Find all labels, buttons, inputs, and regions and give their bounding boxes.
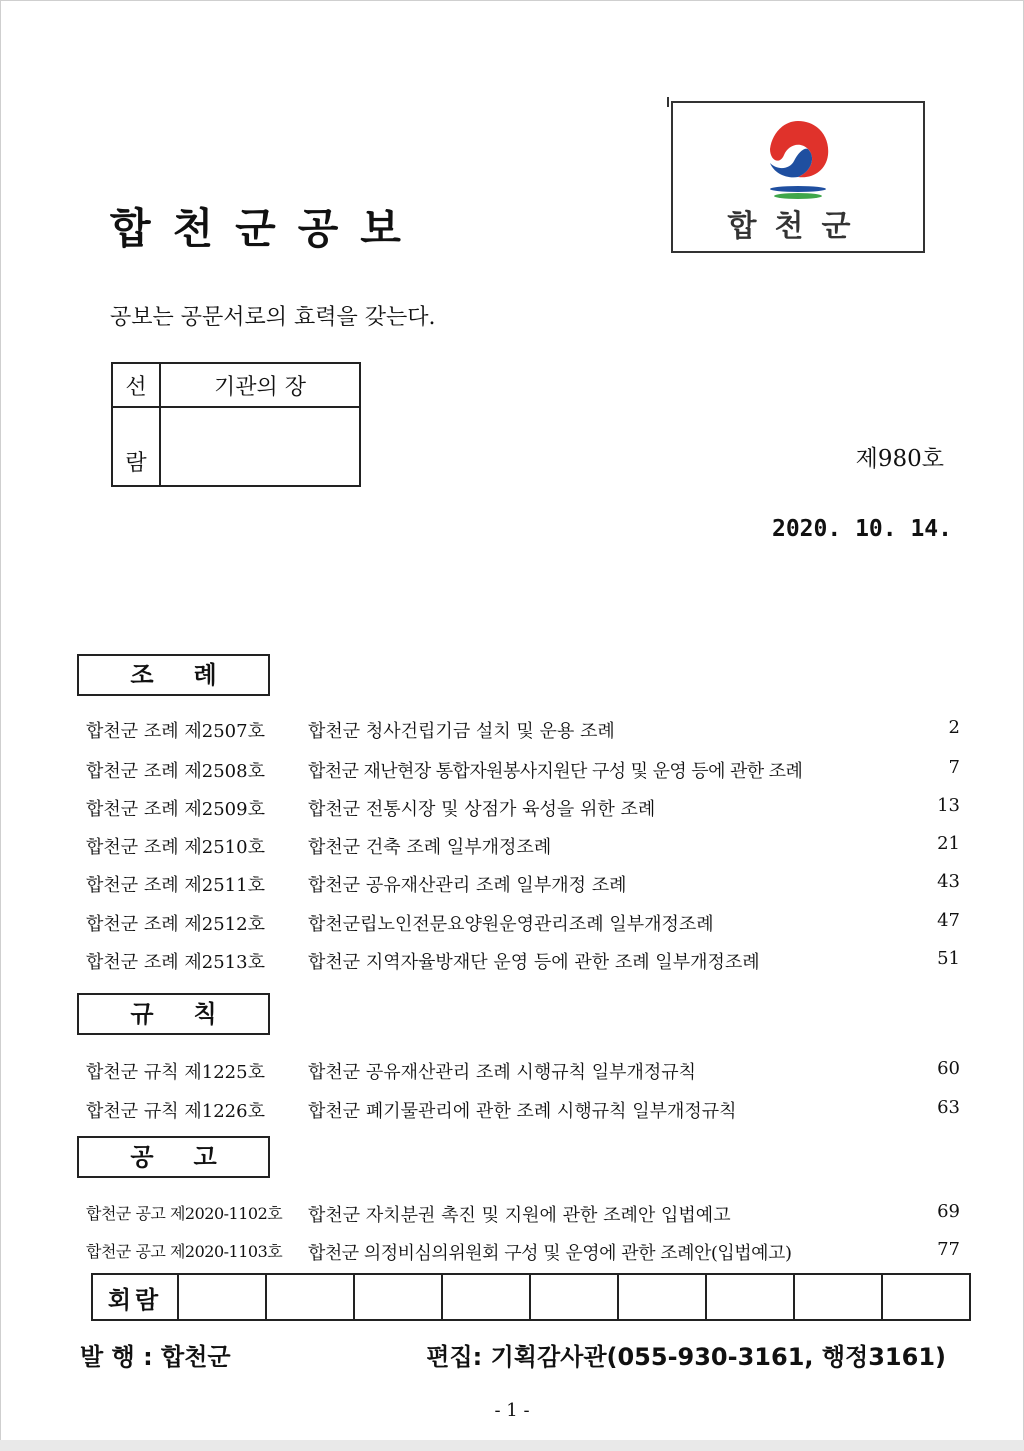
issue-number: 제980호 (855, 446, 944, 472)
approval-signature-cell (160, 407, 360, 486)
entry-page: 2 (948, 717, 960, 738)
ordinance-entry[interactable] (86, 910, 960, 940)
notice-entry[interactable] (86, 1201, 960, 1231)
entry-code: 합천군 조례 제2513호 (86, 952, 265, 973)
viewer-bottom-bar (0, 1440, 1024, 1451)
ordinance-entry[interactable] (86, 717, 960, 747)
notice-entry[interactable] (86, 1239, 960, 1269)
review-cell (530, 1274, 618, 1320)
review-cell (706, 1274, 794, 1320)
review-cell (618, 1274, 706, 1320)
page-subtitle: 공보는 공문서로의 효력을 갖는다. (110, 305, 436, 330)
entry-code: 합천군 조례 제2509호 (86, 799, 265, 820)
ordinance-entry[interactable] (86, 871, 960, 901)
review-label: 회람 (92, 1274, 178, 1320)
entry-page: 43 (937, 871, 960, 892)
ordinance-entry[interactable] (86, 833, 960, 863)
entry-code: 합천군 규칙 제1226호 (86, 1101, 265, 1122)
entry-title: 합천군립노인전문요양원운영관리조례 일부개정조례 (308, 914, 714, 935)
review-cell (354, 1274, 442, 1320)
review-cell (442, 1274, 530, 1320)
section-rule-header: 규칙 (77, 993, 270, 1035)
entry-title: 합천군 공유재산관리 조례 시행규칙 일부개정규칙 (308, 1062, 697, 1083)
rule-entry[interactable] (86, 1058, 960, 1088)
page-title: 합천군공보 (110, 204, 423, 253)
entry-code: 합천군 조례 제2510호 (86, 837, 265, 858)
entry-title: 합천군 청사건립기금 설치 및 운용 조례 (308, 721, 615, 742)
entry-title: 합천군 건축 조례 일부개정조례 (308, 837, 552, 858)
entry-code: 합천군 조례 제2512호 (86, 914, 265, 935)
county-logo-box (671, 101, 925, 253)
entry-code: 합천군 공고 제2020-1102호 (86, 1204, 283, 1223)
entry-title: 합천군 의정비심의위원회 구성 및 운영에 관한 조례안(입법예고) (308, 1243, 792, 1264)
entry-code: 합천군 조례 제2507호 (86, 721, 265, 742)
entry-title: 합천군 폐기물관리에 관한 조례 시행규칙 일부개정규칙 (308, 1101, 737, 1122)
review-cell (882, 1274, 970, 1320)
review-cell (266, 1274, 354, 1320)
approval-side-bottom: 람 (112, 407, 160, 486)
entry-page: 21 (937, 833, 960, 854)
approval-side-top: 선 (112, 363, 160, 407)
approval-head: 기관의 장 (160, 363, 360, 407)
entry-page: 51 (937, 948, 960, 969)
entry-code: 합천군 조례 제2508호 (86, 761, 265, 782)
entry-page: 69 (937, 1201, 960, 1222)
review-cell (178, 1274, 266, 1320)
approval-table (111, 362, 361, 487)
rule-entry[interactable] (86, 1097, 960, 1127)
entry-title: 합천군 자치분권 촉진 및 지원에 관한 조례안 입법예고 (308, 1205, 731, 1226)
entry-code: 합천군 공고 제2020-1103호 (86, 1242, 283, 1261)
hapcheon-emblem-icon (760, 117, 836, 201)
entry-page: 63 (937, 1097, 960, 1118)
entry-page: 77 (937, 1239, 960, 1260)
publisher: 발 행 : 합천군 (80, 1343, 231, 1371)
entry-page: 7 (948, 757, 960, 778)
entry-title: 합천군 전통시장 및 상점가 육성을 위한 조례 (308, 799, 656, 820)
review-table (91, 1273, 971, 1321)
ordinance-entry[interactable] (86, 948, 960, 978)
logo-text: 합천군 (727, 209, 869, 244)
ordinance-entry[interactable] (86, 757, 960, 787)
review-cell (794, 1274, 882, 1320)
entry-title: 합천군 지역자율방재단 운영 등에 관한 조례 일부개정조례 (308, 952, 760, 973)
entry-page: 13 (937, 795, 960, 816)
entry-page: 47 (937, 910, 960, 931)
ordinance-entry[interactable] (86, 795, 960, 825)
issue-date: 2020. 10. 14. (771, 516, 952, 542)
editor-contact: 편집: 기획감사관(055-930-3161, 행정3161) (426, 1343, 946, 1371)
entry-page: 60 (937, 1058, 960, 1079)
entry-code: 합천군 규칙 제1225호 (86, 1062, 265, 1083)
entry-title: 합천군 공유재산관리 조례 일부개정 조례 (308, 875, 627, 896)
page-number: - 1 - (494, 1400, 530, 1421)
entry-code: 합천군 조례 제2511호 (86, 875, 265, 896)
section-ordinance-header: 조례 (77, 654, 270, 696)
entry-title: 합천군 재난현장 통합자원봉사지원단 구성 및 운영 등에 관한 조례 (308, 761, 803, 782)
section-notice-header: 공고 (77, 1136, 270, 1178)
